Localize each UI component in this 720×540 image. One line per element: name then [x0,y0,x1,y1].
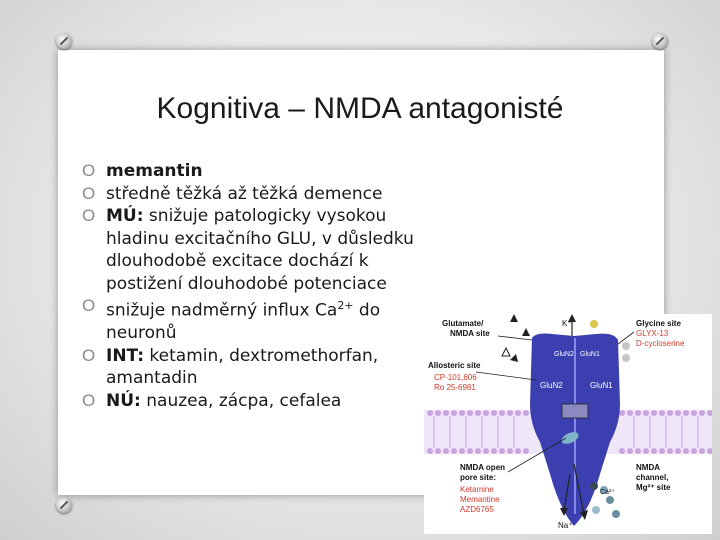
slide-title: Kognitiva – NMDA antagonisté [156,92,564,125]
bullet-superscript: 2+ [337,299,354,312]
bullet-marker: O [82,161,96,180]
bullet-item [82,183,422,206]
ketamine-label: Ketamine [460,485,494,494]
ro-label: Ro 25-6981 [434,383,476,392]
screw-top-left-icon [56,33,72,49]
glutamate-site-label-2: NMDA site [450,329,490,338]
bullet-marker: O [82,206,96,225]
k-ion-label: K⁺ [562,319,572,328]
channel-label-2: channel, [636,473,669,482]
bullet-marker: O [82,345,96,365]
na-ion-label: Na⁺ [558,521,573,530]
screw-bottom-left-icon [56,497,72,513]
ca-ion-label: Ca²⁺ [600,489,615,496]
glun1-top-label: GluN1 [580,351,600,358]
channel-label-1: NMDA [636,463,660,472]
bullet-list [82,160,422,412]
glun2-label: GluN2 [540,381,563,390]
channel-label-3: Mg²⁺ site [636,483,671,492]
glyx-label: GLYX-13 [636,329,669,338]
bullet-text: memantin [106,161,203,181]
open-pore-label-1: NMDA open [460,463,506,472]
bullet-item [82,205,422,295]
screw-top-right-icon [652,33,668,49]
glun1-label: GluN1 [590,381,613,390]
bullet-marker: O [82,183,96,203]
bullet-text: středně těžká až těžká demence [106,183,383,204]
nmda-receptor-diagram [424,314,712,534]
bullet-label: INT: [106,345,145,366]
azd-label: AZD6765 [460,505,494,514]
glycine-site-label: Glycine site [636,319,681,328]
bullet-item [82,295,422,345]
bullet-text: snižuje patologicky vysokou hladinu excitačního GLU, v důsledku dlouhodobě excitace dochází k postižení dlouhodobé potenciace [106,206,414,294]
glutamate-site-label: Glutamate/ [442,319,484,328]
nmda-receptor [530,334,620,527]
bullet-item [82,160,422,183]
bullet-label: MÚ: [106,206,144,226]
bullet-item [82,345,422,390]
nmda-receptor-figure [424,314,712,534]
bullet-marker: O [82,296,96,315]
cp-label: CP-101,606 [434,373,477,382]
bullet-text: ketamin, dextromethorfan, amantadin [106,345,379,389]
bullet-text: snižuje nadměrný influx Ca [106,300,338,321]
allosteric-site-label: Allosteric site [428,361,481,370]
memantine-label: Memantine [460,495,500,504]
open-pore-label-2: pore site: [460,473,497,482]
bullet-item [82,390,422,413]
cycloserine-label: D-cycloserine [636,339,685,348]
bullet-label: NÚ: [106,390,141,411]
glun2-top-label: GluN2 [554,351,574,358]
bullet-marker: O [82,390,96,410]
bullet-text: nauzea, zácpa, cefalea [140,390,342,411]
bullet-text-cont: do neuronů [106,300,381,344]
